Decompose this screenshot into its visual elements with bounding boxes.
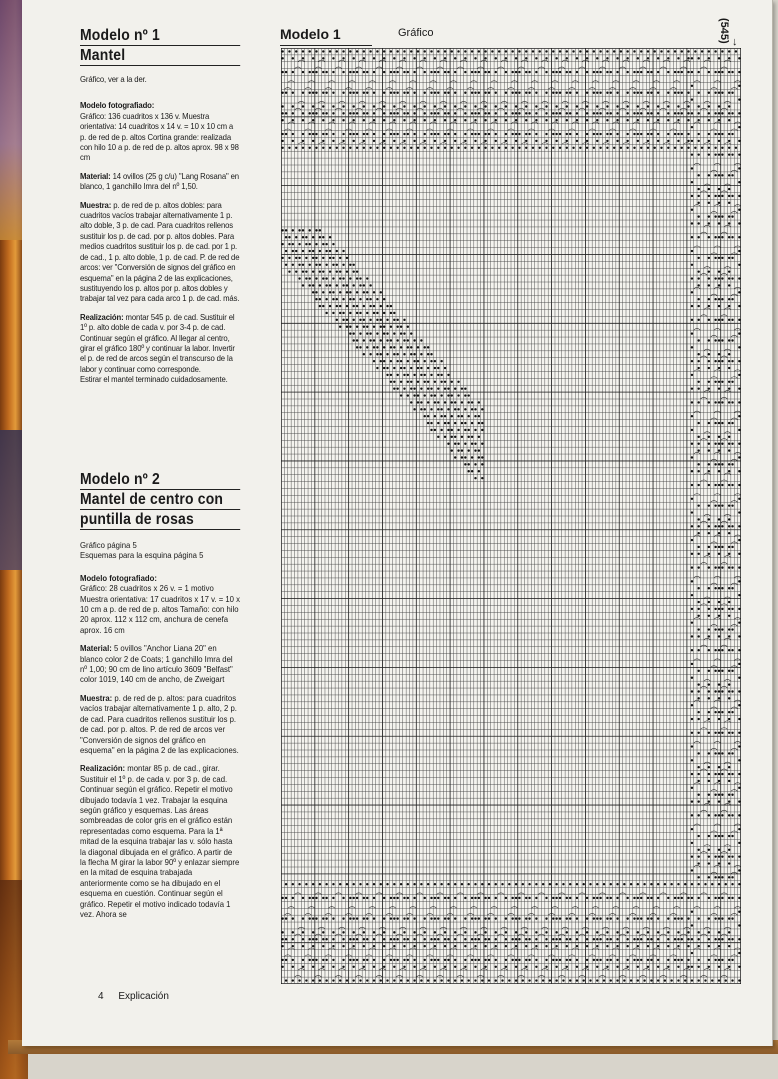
model2-realizacion: Realización: montar 85 p. de cad., girar. Sustituir el 1º p. de cada v. por 3 p. de cad. Continuar según el gráfico. Repetir el motivo dibujado todavía 1 vez. Trabajar la esquina según gráfico y esquemas. Las áreas sombreadas de color gris en el gráfico están representadas como esquema. Para la 1ª mitad de la esquina trabajar las v. sólo hasta la diagonal dibujada en el gráfico. A partir de la flecha M girar la labor 90º y enlazar siempre en la mitad de esquina trabajada anteriormente como se ha dibujado en el esquema en cuestión. Continuar según el gráfico. Repetir el motivo indicado todavía 1 vez. Ahora se — [80, 763, 240, 919]
model2-title: Modelo nº 2 Mantel de centro con puntilla de rosas — [80, 470, 240, 530]
crochet-chart-grid — [281, 48, 741, 984]
model1-finish: Estirar el mantel terminado cuidadosamente. — [80, 374, 228, 385]
model1-material: Material: 14 ovillos (25 g c/u) "Lang Rosana" en blanco, 1 ganchillo Imra del nº 1,50. — [80, 170, 239, 192]
instructions-model-1 — [80, 26, 240, 393]
model1-realizacion: Realización: montar 545 p. de cad. Sustituir el 1º p. alto doble de cada v. por 3-4 p. de cad. Continuar según el gráfico. Al llegar al centro, girar el gráfico 180º y continuar la labor. Invertir el p. de red de arcos según el transcurso de la labor y continuar como corresponde. — [80, 311, 235, 374]
model1-intro: Gráfico, ver a la der. — [80, 74, 147, 84]
chart-subtitle: Gráfico — [398, 27, 434, 39]
model1-muestra: Muestra: p. de red de p. altos dobles: para cuadritos vacíos trabajar alternativamente 1 p. alto doble, 3 p. de cad. Para cuadritos rellenos sustituir los p. de cad. por p. altos dobles. Para medios cuadritos sustituir los p. de cad. por 1 p. de cad., 1 p. alto doble, 1 p. de cad. P. de red de arcos: ver "Conversión de signos del gráfico en esquema" en la página 2 de las explicaciones, sustituyendo los p. altos por p. altos dobles y trabajar tal vez para cada arco 1 p. de cad. más. — [80, 199, 240, 304]
arrow-down-icon: ↓ — [732, 36, 738, 48]
model1-photo: Modelo fotografiado: Gráfico: 136 cuadritos x 136 v. Muestra orientativa: 14 cuadritos x 14 v. = 10 x 10 cm a p. de red de p. altos Cortina grande: realizada con hilo 10 a p. de red de p. altos aprox. 98 x 98 cm — [80, 100, 239, 163]
model2-intro: Gráfico página 5 Esquemas para la esquina página 5 — [80, 540, 204, 561]
chart-title: Modelo 1 — [280, 26, 341, 42]
chart-header — [280, 26, 740, 46]
page-number-text: (545) — [718, 18, 730, 44]
model2-material: Material: 5 ovillos "Anchor Liana 20" en blanco color 2 de Coats; 1 ganchillo Imra del nº 1,00; 90 cm de lino artículo 3609 "Belfast" color 1019, 140 cm de ancho, de Zweigart — [80, 643, 233, 685]
model2-muestra: Muestra: p. de red de p. altos: para cuadritos vacíos trabajar alternativamente 1 p. alto, 2 p. de cad. Para cuadritos rellenos sustituir los p. de cad. por p. altos. P. de red de arcos ver "Conversión de signos del gráfico en esquema" en la página 2 de las explicaciones. — [80, 692, 239, 755]
page-footer: 4 Explicación — [98, 991, 169, 1002]
chart-title-rule — [280, 45, 372, 46]
instructions-model-2 — [80, 470, 240, 927]
model2-photo: Modelo fotografiado: Gráfico: 28 cuadritos x 26 v. = 1 motivo Muestra orientativa: 17 cuadritos x 17 v. = 10 x 10 cm a p. de red de p. altos Tamaño: con hilo 20 aprox. 112 x 112 cm, anchura de cenefa aprox. 16 cm — [80, 572, 241, 635]
model1-title: Modelo nº 1 Mantel — [80, 26, 240, 66]
